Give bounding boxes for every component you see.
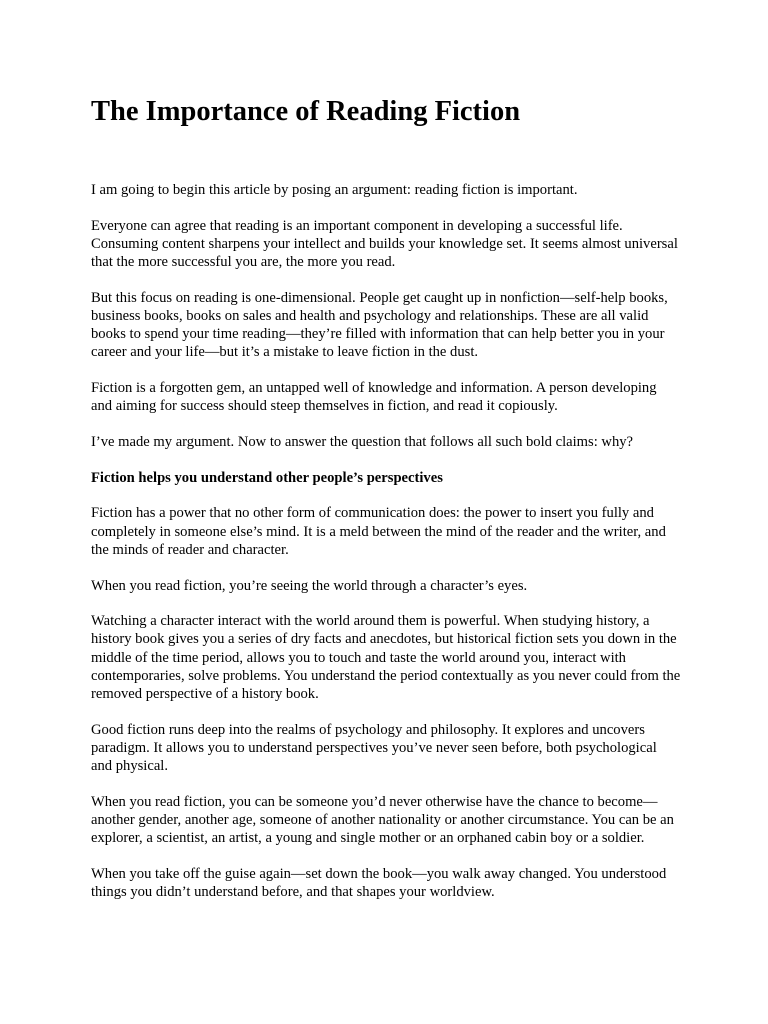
paragraph: When you read fiction, you can be someone you’d never otherwise have the chance to become—another gender, another age, someone of another nationality or another circumstance. You can be an explorer, a scientist, an artist, a young and single mother or an orphaned cabin boy or a soldier.: [91, 793, 674, 847]
paragraph: Fiction is a forgotten gem, an untapped well of knowledge and information. A person developing and aiming for success should steep themselves in fiction, and read it copiously.: [91, 380, 657, 415]
paragraph: Watching a character interact with the world around them is powerful. When studying history, a history book gives you a series of dry facts and anecdotes, but historical fiction sets you down in the middle of the time period, allows you to touch and taste the world around you, interact with contemporaries, solve problems. You understand the period contextually as you never could from the removed perspective of a history book.: [91, 613, 681, 703]
paragraph: Good fiction runs deep into the realms of psychology and philosophy. It explores and uncovers paradigm. It allows you to understand perspectives you’ve never seen before, both psychological and physical.: [91, 721, 657, 775]
paragraph: When you take off the guise again—set down the book—you walk away changed. You understood things you didn’t understand before, and that shapes your worldview.: [91, 865, 667, 901]
paragraph: But this focus on reading is one-dimensional. People get caught up in nonfiction—self-help books, business books, books on sales and health and psychology and relationships. These are all valid books to spend your time reading—they’re filled with information that can help better you in your career and your life—but it’s a mistake to leave fiction in the dust.: [91, 289, 668, 361]
section-heading: Fiction helps you understand other people’s perspectives: [91, 469, 443, 486]
article-title: The Importance of Reading Fiction: [91, 96, 521, 127]
paragraph: When you read fiction, you’re seeing the world through a character’s eyes.: [91, 577, 528, 594]
paragraph: I’ve made my argument. Now to answer the question that follows all such bold claims: why?: [91, 434, 634, 451]
paragraph: Fiction has a power that no other form of communication does: the power to insert you fully and completely in someone else’s mind. It is a meld between the mind of the reader and the writer, and the minds of reader and character.: [91, 505, 666, 558]
paragraph: Everyone can agree that reading is an important component in developing a successful life. Consuming content sharpens your intellect and builds your knowledge set. It seems almost universal that the more successful you are, the more you read.: [91, 217, 678, 271]
paragraph: I am going to begin this article by posing an argument: reading fiction is important.: [91, 182, 578, 198]
article-body: [91, 95, 681, 919]
